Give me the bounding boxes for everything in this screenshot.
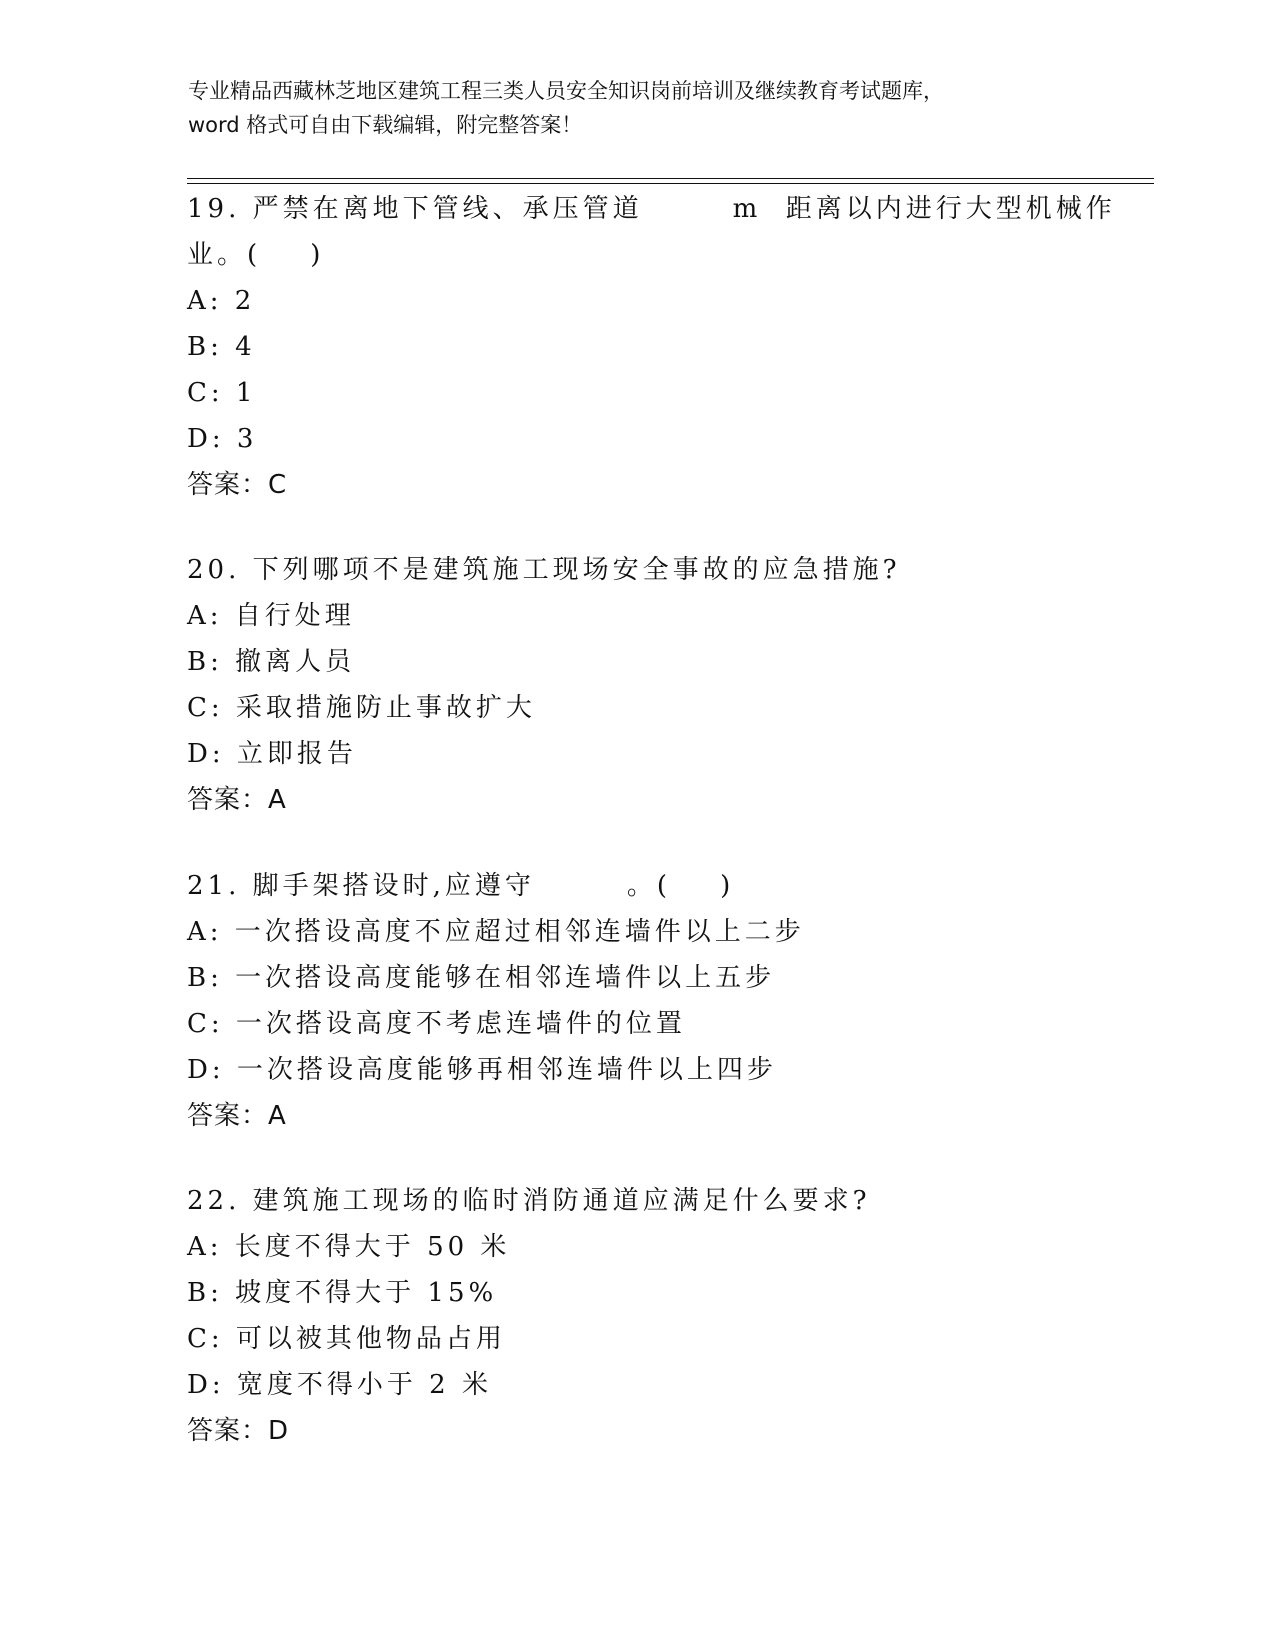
option-b: B: 4 xyxy=(187,332,256,362)
option-a: A: 自行处理 xyxy=(187,601,355,631)
option-d: D: 3 xyxy=(187,424,258,454)
stem-text-part-1: 19. 严禁在离地下管线、承压管道 xyxy=(187,194,643,224)
question-20 xyxy=(187,547,1087,823)
stem-text-part-1: 21. 脚手架搭设时,应遵守 xyxy=(187,871,535,901)
question-stem: 22. 建筑施工现场的临时消防通道应满足什么要求? xyxy=(187,1186,871,1216)
option-b: B: 一次搭设高度能够在相邻连墙件以上五步 xyxy=(187,963,776,993)
header-line-2: word 格式可自由下载编辑，附完整答案！ xyxy=(188,113,583,137)
option-c: C: 可以被其他物品占用 xyxy=(187,1324,506,1354)
option-c: C: 1 xyxy=(187,378,257,408)
question-stem xyxy=(187,863,1087,909)
answer-line: 答案：A xyxy=(187,785,287,815)
option-a: A: 一次搭设高度不应超过相邻连墙件以上二步 xyxy=(187,917,805,947)
document-header xyxy=(188,74,1088,142)
answer-line: 答案：D xyxy=(187,1416,290,1446)
header-line-1: 专业精品西藏林芝地区建筑工程三类人员安全知识岗前培训及继续教育考试题库， xyxy=(188,79,944,103)
question-stem xyxy=(187,186,1116,232)
option-a: A: 2 xyxy=(187,286,256,316)
option-c: C: 采取措施防止事故扩大 xyxy=(187,693,536,723)
question-stem: 20. 下列哪项不是建筑施工现场安全事故的应急措施? xyxy=(187,555,901,585)
stem-text-part-3: 业。( ) xyxy=(187,240,325,270)
option-b: B: 坡度不得大于 15% xyxy=(187,1278,498,1308)
question-19 xyxy=(187,186,1116,508)
answer-line: 答案：A xyxy=(187,1101,287,1131)
stem-text-part-2: m 距离以内进行大型机械作 xyxy=(732,194,1116,224)
header-divider-bottom xyxy=(187,183,1154,184)
option-d: D: 立即报告 xyxy=(187,739,357,769)
answer-line: 答案：C xyxy=(187,470,288,500)
option-b: B: 撤离人员 xyxy=(187,647,356,677)
option-a: A: 长度不得大于 50 米 xyxy=(187,1232,511,1262)
option-d: D: 宽度不得小于 2 米 xyxy=(187,1370,492,1400)
question-21 xyxy=(187,863,1087,1139)
option-c: C: 一次搭设高度不考虑连墙件的位置 xyxy=(187,1009,686,1039)
option-d: D: 一次搭设高度能够再相邻连墙件以上四步 xyxy=(187,1055,777,1085)
header-divider-top xyxy=(187,178,1154,179)
question-22 xyxy=(187,1178,1087,1454)
stem-text-part-2: 。( ) xyxy=(626,871,735,901)
